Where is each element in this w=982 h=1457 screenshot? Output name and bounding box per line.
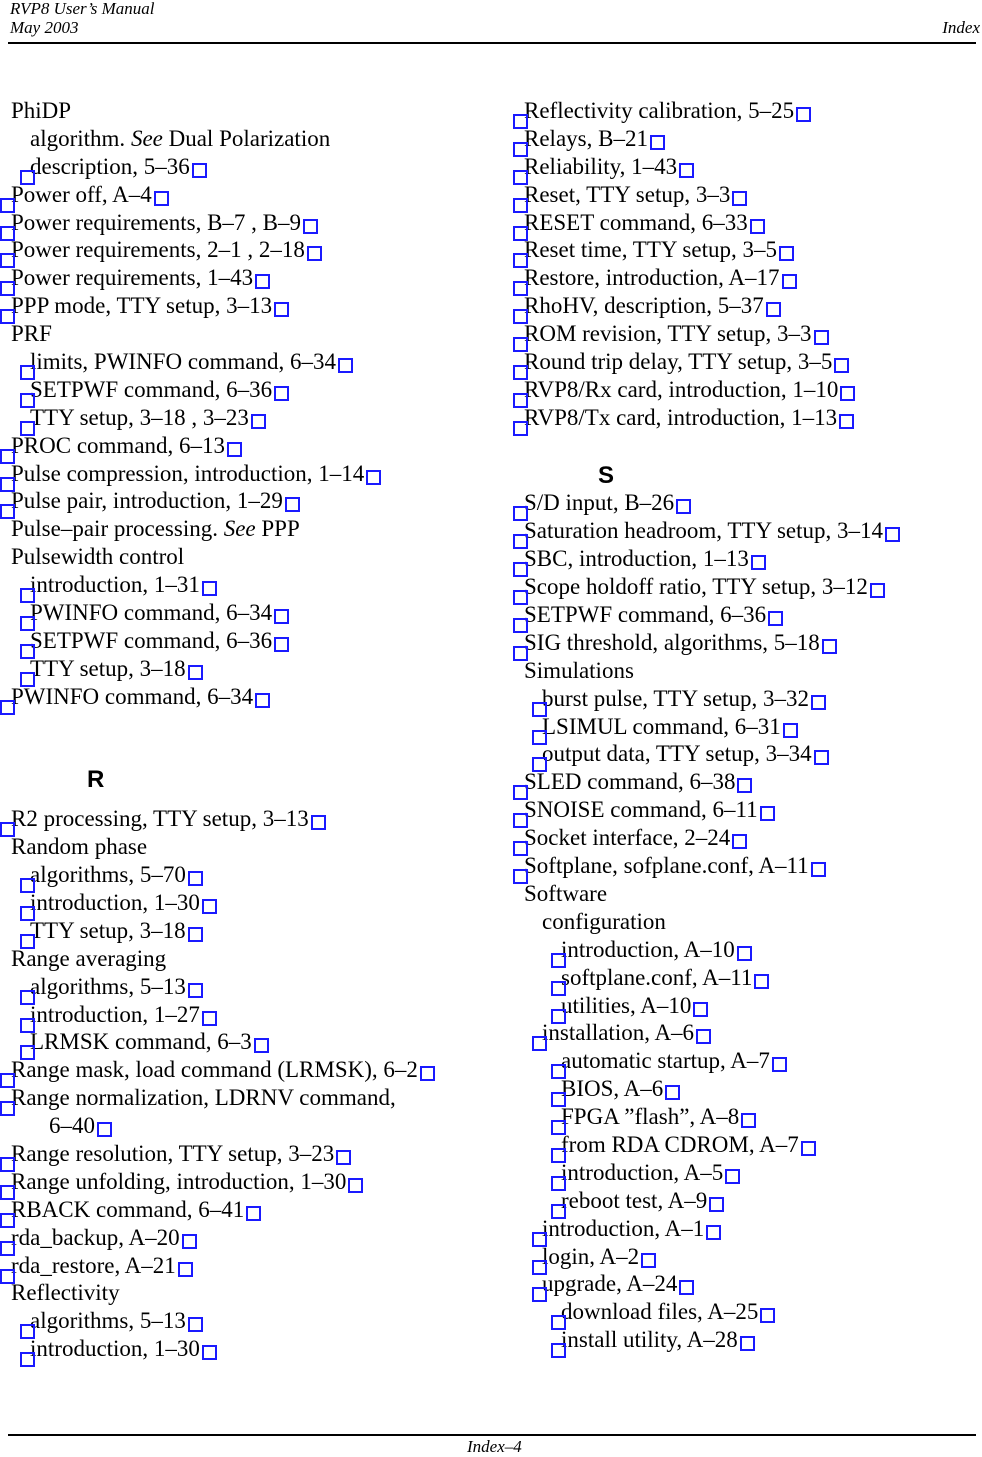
header-date: May 2003: [10, 18, 79, 37]
page-link-icon[interactable]: [202, 899, 217, 914]
index-entry-text: RESET command, 6–33: [524, 209, 748, 235]
index-entry[interactable]: [524, 264, 974, 292]
index-entry-text: rda_backup, A–20: [11, 1224, 180, 1250]
page-link-icon[interactable]: [274, 386, 289, 401]
index-entry[interactable]: [524, 181, 974, 209]
index-entry[interactable]: [11, 861, 481, 889]
index-entry-text: algorithm.: [30, 125, 131, 151]
index-entry[interactable]: [11, 1112, 481, 1140]
index-entry[interactable]: [524, 320, 974, 348]
index-entry-text: introduction, 1–30: [30, 889, 200, 915]
index-entry-text: SETPWF command, 6–36: [524, 602, 767, 628]
index-entry-text: Pulse pair, introduction, 1–29: [11, 488, 283, 514]
link-marker-icon[interactable]: [513, 421, 528, 436]
page-link-icon[interactable]: [202, 1011, 217, 1026]
index-entry-text: introduction, 1–31: [30, 572, 200, 598]
index-entry-text: TTY setup, 3–18: [30, 917, 186, 943]
index-entry-text: Reset, TTY setup, 3–3: [524, 181, 731, 207]
index-entry[interactable]: [524, 1187, 974, 1215]
link-marker-icon[interactable]: [0, 700, 15, 715]
index-entry[interactable]: [11, 1140, 481, 1168]
page-link-icon[interactable]: [782, 274, 797, 289]
index-entry-text: installation, A–6: [542, 1020, 695, 1046]
index-entry-text: PWINFO command, 6–34: [30, 600, 273, 626]
page-link-icon[interactable]: [839, 414, 854, 429]
page-link-icon[interactable]: [801, 1141, 816, 1156]
index-entry[interactable]: [11, 627, 481, 655]
index-entry-text: 6–40: [49, 1113, 95, 1139]
index-entry-text: PPP mode, TTY setup, 3–13: [11, 293, 273, 319]
index-entry[interactable]: [11, 805, 481, 833]
index-entry[interactable]: [11, 1307, 481, 1335]
index-entry[interactable]: [524, 740, 974, 768]
section-letter: R: [87, 766, 105, 794]
index-entry[interactable]: [11, 432, 481, 460]
index-entry[interactable]: [524, 964, 974, 992]
see-reference: See: [130, 125, 163, 151]
index-entry[interactable]: [524, 1019, 974, 1047]
index-entry-text: PhiDP: [11, 98, 72, 123]
index-entry-text: install utility, A–28: [561, 1327, 738, 1353]
index-entry-text: S/D input, B–26: [524, 490, 675, 516]
page-link-icon[interactable]: [754, 974, 769, 989]
page-link-icon[interactable]: [338, 358, 353, 373]
page-link-icon[interactable]: [679, 163, 694, 178]
page-link-icon[interactable]: [751, 555, 766, 570]
index-entry-text: Power requirements, 1–43: [11, 265, 254, 291]
index-entry-text: BIOS, A–6: [561, 1076, 664, 1102]
page-link-icon[interactable]: [696, 1029, 711, 1044]
spacer: [524, 432, 974, 460]
index-entry-text: Reliability, 1–43: [524, 153, 678, 179]
page-link-icon[interactable]: [665, 1085, 680, 1100]
page-link-icon[interactable]: [732, 834, 747, 849]
page-link-icon[interactable]: [885, 527, 900, 542]
page-link-icon[interactable]: [202, 581, 217, 596]
page-link-icon[interactable]: [254, 1038, 269, 1053]
page-link-icon[interactable]: [420, 1066, 435, 1081]
index-entry-text: Round trip delay, TTY setup, 3–5: [524, 349, 833, 375]
index-entry[interactable]: [11, 599, 481, 627]
index-entry-text: softplane.conf, A–11: [561, 964, 753, 990]
index-entry-text: limits, PWINFO command, 6–34: [30, 349, 337, 375]
index-entry-text: utilities, A–10: [561, 992, 692, 1018]
page-link-icon[interactable]: [796, 107, 811, 122]
page-link-icon[interactable]: [811, 695, 826, 710]
page-link-icon[interactable]: [676, 499, 691, 514]
index-entry[interactable]: [11, 1224, 481, 1252]
index-entry-text: LSIMUL command, 6–31: [542, 713, 781, 739]
index-column-right: [524, 97, 974, 1354]
index-entry-text: Reset time, TTY setup, 3–5: [524, 237, 777, 263]
index-entry-text: algorithms, 5–13: [30, 973, 186, 999]
index-entry[interactable]: [11, 917, 481, 945]
page-link-icon[interactable]: [760, 1308, 775, 1323]
page-link-icon[interactable]: [732, 191, 747, 206]
see-reference: See: [223, 516, 256, 542]
index-entry[interactable]: [524, 1103, 974, 1131]
index-entry-text: LRMSK command, 6–3: [30, 1029, 252, 1055]
index-entry-text: RhoHV, description, 5–37: [524, 293, 764, 319]
page-link-icon[interactable]: [188, 1317, 203, 1332]
page-link-icon[interactable]: [834, 358, 849, 373]
index-entry-text: introduction, 1–30: [30, 1336, 200, 1362]
index-entry: [11, 543, 481, 571]
index-entry[interactable]: [11, 348, 481, 376]
index-entry-text: SETPWF command, 6–36: [30, 376, 273, 402]
page-link-icon[interactable]: [822, 639, 837, 654]
page-link-icon[interactable]: [750, 219, 765, 234]
index-entry[interactable]: [524, 1326, 974, 1354]
index-entry-text: Restore, introduction, A–17: [524, 265, 780, 291]
page-link-icon[interactable]: [766, 302, 781, 317]
index-entry[interactable]: [524, 292, 974, 320]
index-entry[interactable]: [11, 973, 481, 1001]
index-entry[interactable]: [524, 936, 974, 964]
page-link-icon[interactable]: [709, 1197, 724, 1212]
footer-rule: [8, 1434, 976, 1436]
page-link-icon[interactable]: [182, 1234, 197, 1249]
index-entry-text: reboot test, A–9: [561, 1187, 708, 1213]
index-entry[interactable]: [11, 264, 481, 292]
index-entry-text: Power requirements, B–7 , B–9: [11, 209, 302, 235]
index-entry[interactable]: [524, 489, 974, 517]
page-link-icon[interactable]: [227, 442, 242, 457]
index-entry[interactable]: [524, 517, 974, 545]
index-entry: [11, 1279, 481, 1307]
link-marker-icon[interactable]: [551, 1343, 566, 1358]
index-entry[interactable]: [11, 236, 481, 264]
index-entry[interactable]: [524, 796, 974, 824]
page-link-icon[interactable]: [737, 946, 752, 961]
page-link-icon[interactable]: [725, 1169, 740, 1184]
page-link-icon[interactable]: [783, 723, 798, 738]
index-entry[interactable]: [524, 153, 974, 181]
index-entry[interactable]: [11, 292, 481, 320]
index-entry-text: Socket interface, 2–24: [524, 825, 731, 851]
index-entry-text: TTY setup, 3–18: [30, 655, 186, 681]
index-entry-text: Pulse–pair processing.: [11, 516, 224, 542]
page-link-icon[interactable]: [814, 330, 829, 345]
page-link-icon[interactable]: [307, 246, 322, 261]
index-entry-text: login, A–2: [542, 1243, 640, 1269]
index-entry[interactable]: [11, 683, 481, 711]
page-link-icon[interactable]: [740, 1336, 755, 1351]
index-entry: [11, 515, 481, 543]
index-entry-text: Range unfolding, introduction, 1–30: [11, 1168, 347, 1194]
page-link-icon[interactable]: [348, 1178, 363, 1193]
index-entry[interactable]: [524, 1215, 974, 1243]
index-entry[interactable]: [11, 1028, 481, 1056]
index-entry-text: Software: [524, 880, 608, 906]
page-link-icon[interactable]: [274, 637, 289, 652]
index-entry-text: SETPWF command, 6–36: [30, 627, 273, 653]
index-entry-text: introduction, A–10: [561, 936, 735, 962]
index-entry[interactable]: [524, 629, 974, 657]
page-link-icon[interactable]: [679, 1280, 694, 1295]
index-entry-text: Range averaging: [11, 945, 167, 971]
page-link-icon[interactable]: [154, 191, 169, 206]
page-link-icon[interactable]: [737, 778, 752, 793]
page-link-icon[interactable]: [811, 862, 826, 877]
page-link-icon[interactable]: [285, 497, 300, 512]
index-entry[interactable]: [11, 889, 481, 917]
index-entry[interactable]: [11, 1335, 481, 1363]
page-link-icon[interactable]: [246, 1206, 261, 1221]
spacer: [11, 738, 481, 766]
index-entry: [11, 125, 481, 153]
index-entry-text: SNOISE command, 6–11: [524, 797, 758, 823]
index-entry[interactable]: [524, 768, 974, 796]
index-entry: [11, 945, 481, 973]
index-entry-text: RVP8/Rx card, introduction, 1–10: [524, 376, 839, 402]
manual-title: RVP8 User’s Manual: [10, 0, 155, 18]
page-link-icon[interactable]: [706, 1225, 721, 1240]
page-link-icon[interactable]: [192, 163, 207, 178]
index-entry[interactable]: [11, 487, 481, 515]
index-entry-text: Saturation headroom, TTY setup, 3–14: [524, 518, 883, 544]
index-entry[interactable]: [11, 1196, 481, 1224]
index-entry-text: PROC command, 6–13: [11, 432, 226, 458]
index-entry[interactable]: [11, 655, 481, 683]
index-entry[interactable]: [524, 236, 974, 264]
index-entry-text: description, 5–36: [30, 153, 190, 179]
page-link-icon[interactable]: [641, 1253, 656, 1268]
index-entry[interactable]: [11, 209, 481, 237]
index-entry-text: Pulse compression, introduction, 1–14: [11, 460, 365, 486]
page-link-icon[interactable]: [188, 927, 203, 942]
index-entry[interactable]: [524, 1047, 974, 1075]
page-link-icon[interactable]: [251, 414, 266, 429]
index-entry-text: ROM revision, TTY setup, 3–3: [524, 321, 812, 347]
index-entry-text: SLED command, 6–38: [524, 769, 736, 795]
index-entry[interactable]: [11, 153, 481, 181]
section-title: Index: [942, 18, 980, 37]
index-entry[interactable]: [524, 1270, 974, 1298]
index-entry-text: TTY setup, 3–18 , 3–23: [30, 404, 249, 430]
index-entry-text: SBC, introduction, 1–13: [524, 546, 749, 572]
page-link-icon[interactable]: [693, 1002, 708, 1017]
index-entry[interactable]: [524, 97, 974, 125]
index-entry[interactable]: [524, 992, 974, 1020]
index-entry-text: SIG threshold, algorithms, 5–18: [524, 629, 820, 655]
index-entry-text: Power requirements, 2–1 , 2–18: [11, 237, 305, 263]
page-link-icon[interactable]: [97, 1122, 112, 1137]
index-entry-text: Range mask, load command (LRMSK), 6–2: [11, 1057, 418, 1083]
index-entry[interactable]: [524, 573, 974, 601]
index-entry[interactable]: [524, 125, 974, 153]
index-entry-text: automatic startup, A–7: [561, 1048, 770, 1074]
index-entry[interactable]: [524, 1131, 974, 1159]
page-link-icon[interactable]: [274, 302, 289, 317]
index-entry: [11, 833, 481, 861]
index-entry-text: Power off, A–4: [11, 181, 152, 207]
index-entry[interactable]: [11, 404, 481, 432]
index-entry[interactable]: [524, 1243, 974, 1271]
index-entry[interactable]: [524, 601, 974, 629]
index-entry: [11, 320, 481, 348]
index-entry: [524, 880, 974, 908]
index-entry[interactable]: [524, 376, 974, 404]
page-link-icon[interactable]: [255, 274, 270, 289]
page-link-icon[interactable]: [274, 609, 289, 624]
index-entry[interactable]: [524, 1298, 974, 1326]
index-entry: [524, 657, 974, 685]
index-entry-text: Range resolution, TTY setup, 3–23: [11, 1140, 335, 1166]
index-entry-text: Simulations: [524, 657, 634, 683]
page-link-icon[interactable]: [779, 246, 794, 261]
index-entry[interactable]: [11, 181, 481, 209]
link-marker-icon[interactable]: [20, 1352, 35, 1367]
page-link-icon[interactable]: [768, 611, 783, 626]
page-link-icon[interactable]: [303, 219, 318, 234]
index-entry[interactable]: [11, 376, 481, 404]
index-entry-text: Scope holdoff ratio, TTY setup, 3–12: [524, 574, 868, 600]
index-entry[interactable]: [524, 545, 974, 573]
page-link-icon[interactable]: [840, 386, 855, 401]
index-entry-text: R2 processing, TTY setup, 3–13: [11, 806, 309, 832]
header-rule: [8, 42, 976, 44]
index-entry[interactable]: [524, 685, 974, 713]
index-entry[interactable]: [11, 571, 481, 599]
index-entry-text: upgrade, A–24: [542, 1271, 678, 1297]
index-entry-text: introduction, A–5: [561, 1159, 724, 1185]
page-link-icon[interactable]: [741, 1113, 756, 1128]
index-entry[interactable]: [524, 348, 974, 376]
index-entry-text: algorithms, 5–13: [30, 1308, 186, 1334]
index-entry-text: from RDA CDROM, A–7: [561, 1131, 799, 1157]
index-entry-text: Random phase: [11, 834, 148, 860]
page-link-icon[interactable]: [366, 470, 381, 485]
index-entry[interactable]: [11, 1084, 481, 1112]
index-entry-text: output data, TTY setup, 3–34: [542, 741, 812, 767]
index-entry[interactable]: [524, 209, 974, 237]
page-link-icon[interactable]: [188, 983, 203, 998]
index-entry-text: PRF: [11, 321, 52, 347]
page-number: Index–4: [467, 1437, 522, 1456]
index-entry-text: Reflectivity calibration, 5–25: [524, 98, 795, 123]
page-link-icon[interactable]: [188, 871, 203, 886]
index-entry[interactable]: [11, 1168, 481, 1196]
index-entry-text: Range normalization, LDRNV command,: [11, 1085, 396, 1111]
index-entry[interactable]: [11, 1001, 481, 1029]
see-target: Dual Polarization: [162, 125, 331, 151]
index-entry[interactable]: [524, 852, 974, 880]
page-link-icon[interactable]: [202, 1345, 217, 1360]
page-link-icon[interactable]: [188, 665, 203, 680]
page-link-icon[interactable]: [336, 1150, 351, 1165]
index-entry-text: FPGA ”flash”, A–8: [561, 1104, 740, 1130]
index-entry-text: rda_restore, A–21: [11, 1252, 176, 1278]
index-entry[interactable]: [11, 1252, 481, 1280]
index-entry: [524, 908, 974, 936]
index-column-left: [11, 97, 481, 1363]
index-entry-text: introduction, 1–27: [30, 1001, 200, 1027]
page-link-icon[interactable]: [650, 135, 665, 150]
index-entry[interactable]: [11, 1056, 481, 1084]
page-link-icon[interactable]: [760, 806, 775, 821]
index-entry[interactable]: [524, 1075, 974, 1103]
page-link-icon[interactable]: [311, 815, 326, 830]
index-entry-text: configuration: [542, 908, 666, 934]
index-entry[interactable]: [524, 713, 974, 741]
index-entry[interactable]: [524, 1159, 974, 1187]
see-target: PPP: [255, 516, 300, 542]
section-letter: S: [598, 461, 615, 489]
index-entry-text: Reflectivity: [11, 1280, 120, 1306]
index-entry-text: Pulsewidth control: [11, 544, 185, 570]
page-link-icon[interactable]: [814, 750, 829, 765]
index-entry-text: Relays, B–21: [524, 125, 648, 151]
page-link-icon[interactable]: [255, 693, 270, 708]
index-entry-text: Softplane, sofplane.conf, A–11: [524, 853, 809, 879]
index-entry-text: PWINFO command, 6–34: [11, 683, 254, 709]
page-link-icon[interactable]: [870, 583, 885, 598]
index-entry[interactable]: [524, 824, 974, 852]
index-entry-text: RBACK command, 6–41: [11, 1196, 245, 1222]
index-entry-text: RVP8/Tx card, introduction, 1–13: [524, 404, 838, 430]
index-entry-text: download files, A–25: [561, 1299, 759, 1325]
page-link-icon[interactable]: [772, 1057, 787, 1072]
index-entry[interactable]: [524, 404, 974, 432]
index-entry-text: introduction, A–1: [542, 1215, 705, 1241]
index-entry-text: algorithms, 5–70: [30, 862, 186, 888]
index-entry[interactable]: [11, 460, 481, 488]
index-entry: [11, 97, 481, 125]
index-entry-text: burst pulse, TTY setup, 3–32: [542, 685, 810, 711]
spacer: [11, 711, 481, 739]
page-link-icon[interactable]: [178, 1262, 193, 1277]
